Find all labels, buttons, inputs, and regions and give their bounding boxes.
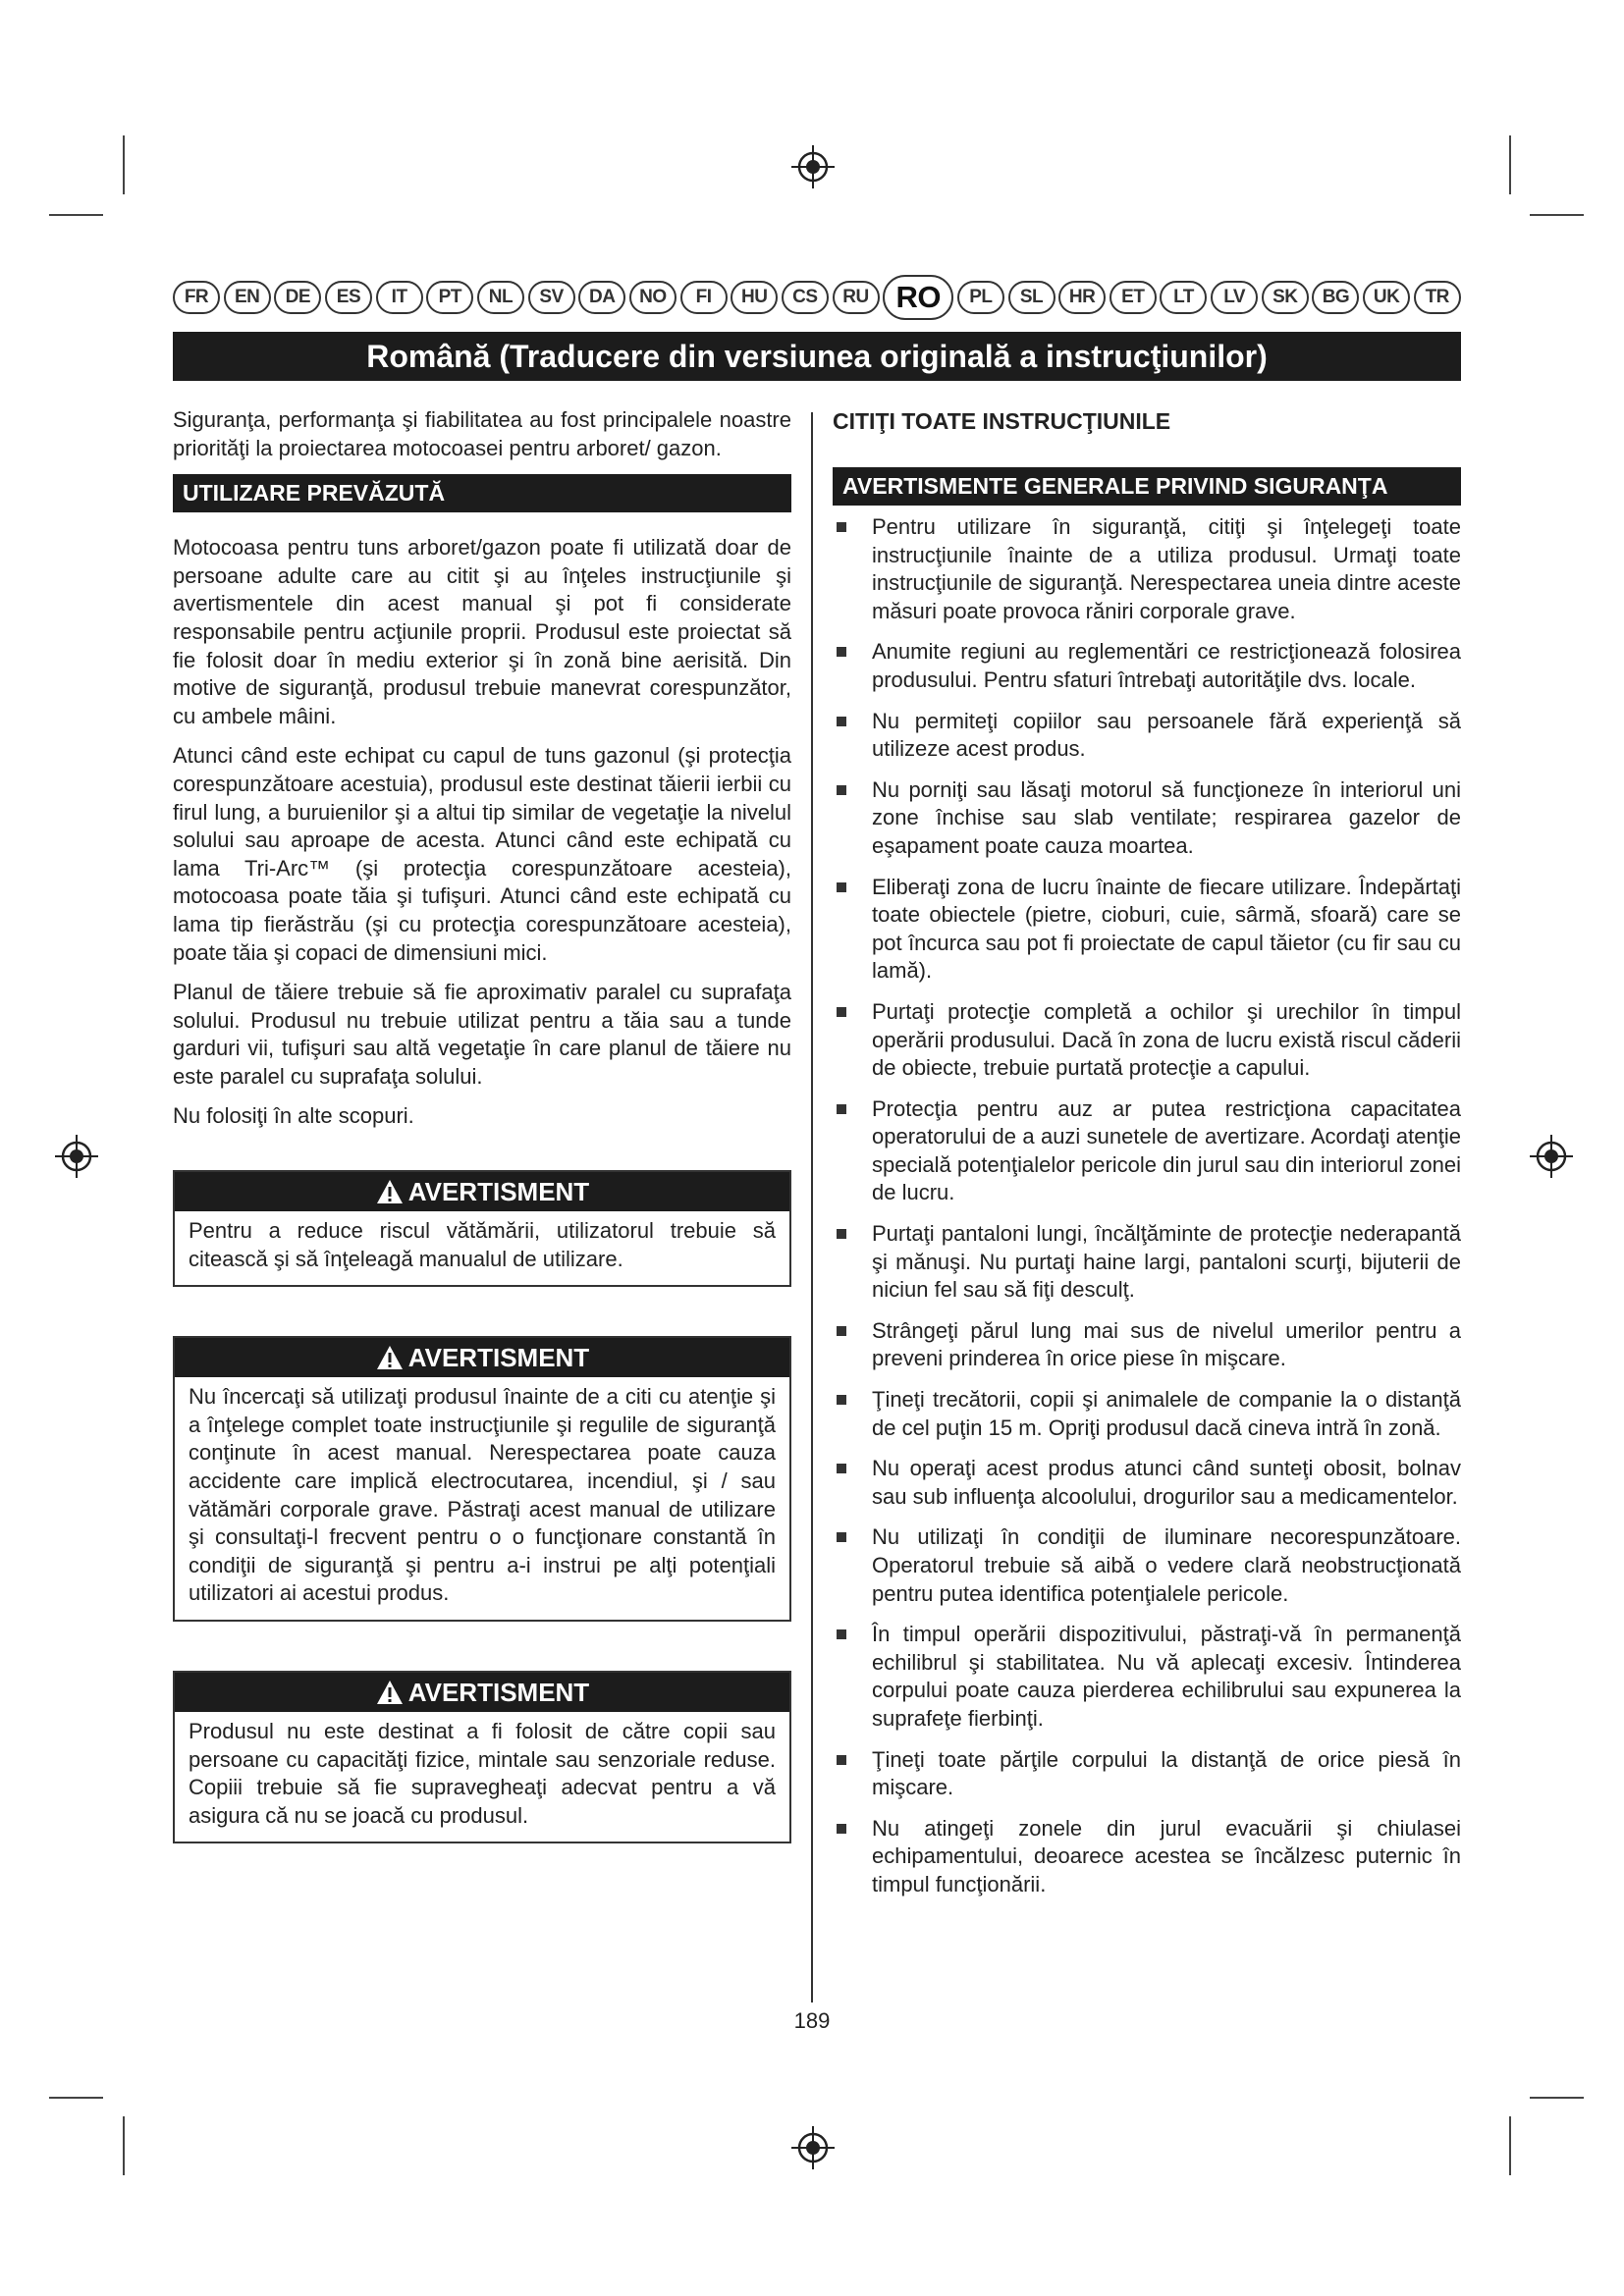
page-title-text: Română (Traducere din versiunea originală a instrucţiunilor)	[366, 338, 1268, 374]
language-badge-sk: SK	[1262, 281, 1309, 314]
list-item: Purtaţi protecţie completă a ochilor şi urechilor în timpul operării produsului. Dacă în zona de lucru există riscul căderii de obiecte, trebuie purtată protecţie a capului.	[833, 998, 1461, 1083]
left-column	[173, 406, 791, 1893]
intro-paragraph: Siguranţa, performanţa şi fiabilitatea au fost principalele noastre priorităţi la proiectarea motocoasei pentru arboret/ gazon.	[173, 407, 791, 460]
language-badge-de: DE	[274, 281, 321, 314]
list-item: Purtaţi pantaloni lungi, încălţăminte de protecţie nederapantă şi mănuşi. Nu purtaţi haine largi, pantaloni scurţi, bijuterii de niciun fel sau să fiţi desculţ.	[833, 1220, 1461, 1305]
warning-text: Pentru a reduce riscul vătămării, utilizatorul trebuie să citească şi să înţeleagă manualul de utilizare.	[189, 1218, 776, 1271]
language-badge-fi: FI	[680, 281, 728, 314]
language-badge-it: IT	[376, 281, 423, 314]
safety-list	[833, 513, 1461, 1899]
warning-triangle-icon	[375, 1178, 405, 1205]
language-badge-bg: BG	[1312, 281, 1359, 314]
language-badge-sv: SV	[528, 281, 575, 314]
warning-header	[175, 1673, 789, 1712]
registration-mark-icon	[791, 145, 835, 188]
crop-mark	[123, 2116, 125, 2175]
language-badge-lt: LT	[1160, 281, 1207, 314]
list-item: Nu utilizaţi în condiţii de iluminare necorespunzătoare. Operatorul trebuie să aibă o vedere clară neobstrucţionată pentru putea identifica potenţialele pericole.	[833, 1523, 1461, 1608]
language-badge-es: ES	[325, 281, 372, 314]
language-badge-pt: PT	[426, 281, 473, 314]
page-number: 189	[793, 2008, 831, 2033]
crop-mark	[123, 135, 125, 194]
warning-box	[173, 1170, 791, 1287]
list-item: Nu porniţi sau lăsaţi motorul să funcţioneze în interiorul uni zone închise sau slab ventilate; respirarea gazelor de eşapament poate cauza moartea.	[833, 776, 1461, 861]
warning-title: AVERTISMENT	[407, 1677, 590, 1707]
warning-box	[173, 1336, 791, 1622]
list-item: Pentru utilizare în siguranţă, citiţi şi înţelegeţi toate instrucţiunile înainte de a utiliza produsul. Urmaţi toate instrucţiunile de siguranţă. Nerespectarea uneia dintre aceste măsuri poate provoca răniri corporale grave.	[833, 513, 1461, 625]
language-badge-lv: LV	[1211, 281, 1258, 314]
list-item: Nu permiteţi copiilor sau persoanele fără experienţă să utilizeze acest produs.	[833, 708, 1461, 764]
warning-triangle-icon	[375, 1344, 405, 1371]
warning-triangle-icon	[375, 1679, 405, 1706]
language-badge-uk: UK	[1363, 281, 1410, 314]
language-badge-da: DA	[578, 281, 625, 314]
read-all-heading: CITIŢI TOATE INSTRUCŢIUNILE	[833, 408, 1171, 434]
crop-mark	[1530, 2097, 1584, 2099]
crop-mark	[49, 2097, 103, 2099]
list-item: Strângeţi părul lung mai sus de nivelul umerilor pentru a preveni prinderea în orice piese în mişcare.	[833, 1317, 1461, 1373]
registration-mark-icon	[1530, 1135, 1573, 1178]
warning-text: Nu încercaţi să utilizaţi produsul înainte de a citi cu atenţie şi a înţelege complet toate instrucţiunile şi regulile de siguranţă conţinute în acest manual. Nerespectarea poate cauza accidente care implică electrocutarea, incendiul, şi / sau vătămări corporale grave. Păstraţi acest manual de utilizare şi consultaţi-l frecvent pentru o o funcţionare constantă în condiţii de siguranţă şi pentru a-i instrui pe alţi potenţiali utilizatori ai acestui produs.	[189, 1384, 776, 1606]
warning-title: AVERTISMENT	[407, 1342, 590, 1372]
right-column	[833, 406, 1461, 1912]
list-item: Ţineţi trecătorii, copii şi animalele de companie la o distanţă de cel puţin 15 m. Opriţi produsul dacă cineva intră în zonă.	[833, 1386, 1461, 1442]
crop-mark	[1509, 2116, 1511, 2175]
language-badge-nl: NL	[477, 281, 524, 314]
language-badge-pl: PL	[957, 281, 1004, 314]
body-paragraph: Motocoasa pentru tuns arboret/gazon poate fi utilizată doar de persoane adulte care au citit şi au înţeles instrucţiunile şi avertismentele din acest manual şi pot fi considerate responsabile pentru acţiunile proprii. Produsul este proiectat să fie folosit doar în mediu exterior şi în zonă bine aerisită. Din motive de siguranţă, produsul trebuie manevrat corespunzător, cu ambele mâini.	[173, 535, 791, 728]
language-badge-no: NO	[629, 281, 677, 314]
crop-mark	[49, 214, 103, 216]
general-safety-heading: AVERTISMENTE GENERALE PRIVIND SIGURANŢA	[833, 467, 1461, 506]
language-badge-fr: FR	[173, 281, 220, 314]
language-badge-sl: SL	[1008, 281, 1056, 314]
body-paragraph: Planul de tăiere trebuie să fie aproximativ paralel cu suprafaţa solului. Produsul nu trebuie utilizat pentru a tăia sau a tunde garduri vii, tufişuri sau altă vegetaţie în care planul de tăiere nu este paralel cu suprafaţa solului.	[173, 980, 791, 1089]
warning-box	[173, 1671, 791, 1843]
list-item: Eliberaţi zona de lucru înainte de fiecare utilizare. Îndepărtaţi toate obiectele (pietre, cioburi, cuie, sârmă, sfoară) care se pot încurca sau pot fi proiectate de capul tăietor (cu fir sau cu lamă).	[833, 874, 1461, 986]
language-badge-et: ET	[1110, 281, 1157, 314]
list-item: În timpul operării dispozitivului, păstraţi-vă în permanenţă echilibrul şi stabilitatea. Nu vă aplecaţi excesiv. Întinderea corpului poate cauza pierderea echilibrului sau expunerea la suprafeţe fierbinţi.	[833, 1621, 1461, 1733]
list-item: Nu atingeţi zonele din jurul evacuării şi chiulasei echipamentului, deoarece acestea se încălzesc puternic în timpul funcţionării.	[833, 1815, 1461, 1899]
warning-header	[175, 1338, 789, 1377]
language-badge-ro: RO	[883, 275, 953, 320]
crop-mark	[1509, 135, 1511, 194]
list-item: Protecţia pentru auz ar putea restricţiona capacitatea operatorului de a auzi sunetele de avertizare. Acordaţi atenţie specială potenţialelor pericole din jurul sau din interiorul zonei de lucru.	[833, 1095, 1461, 1207]
language-selector	[173, 275, 1461, 320]
warning-text: Produsul nu este destinat a fi folosit de către copii sau persoane cu capacităţi fizice, mintale sau senzoriale reduse. Copiii trebuie să fie supravegheaţi adecvat pentru a vă asigura că nu se joacă cu produsul.	[189, 1719, 776, 1828]
registration-mark-icon	[791, 2126, 835, 2169]
crop-mark	[1530, 214, 1584, 216]
warning-header	[175, 1172, 789, 1211]
language-badge-hr: HR	[1058, 281, 1106, 314]
list-item: Ţineţi toate părţile corpului la distanţă de orice piesă în mişcare.	[833, 1746, 1461, 1802]
intended-use-heading: UTILIZARE PREVĂZUTĂ	[173, 474, 791, 512]
warning-title: AVERTISMENT	[407, 1176, 590, 1206]
body-paragraph: Atunci când este echipat cu capul de tuns gazonul (şi protecţia corespunzătoare acestuia), produsul este destinat tăierii ierbii cu firul lung, a buruienilor şi a altui tip similar de vegetaţie la nivelul solului sau aproape de acesta. Atunci când este echipată cu lama Tri-Arc™ (şi protecţia corespunzătoare acesteia), motocoasa poate tăia şi tufişuri. Atunci când este echipată cu lama tip fierăstrău (şi cu protecţia corespunzătoare acesteia), poate tăia şi copaci de dimensiuni mici.	[173, 743, 791, 965]
language-badge-en: EN	[224, 281, 271, 314]
language-badge-hu: HU	[731, 281, 778, 314]
language-badge-ru: RU	[833, 281, 880, 314]
language-badge-cs: CS	[782, 281, 829, 314]
page-title	[173, 332, 1461, 381]
language-badge-tr: TR	[1414, 281, 1461, 314]
list-item: Nu operaţi acest produs atunci când sunteţi obosit, bolnav sau sub influenţa alcoolului, drogurilor sau a medicamentelor.	[833, 1455, 1461, 1511]
registration-mark-icon	[55, 1135, 98, 1178]
list-item: Anumite regiuni au reglementări ce restricţionează folosirea produsului. Pentru sfaturi întrebaţi autorităţile dvs. locale.	[833, 638, 1461, 694]
column-divider	[811, 412, 813, 2002]
body-paragraph: Nu folosiţi în alte scopuri.	[173, 1103, 414, 1129]
